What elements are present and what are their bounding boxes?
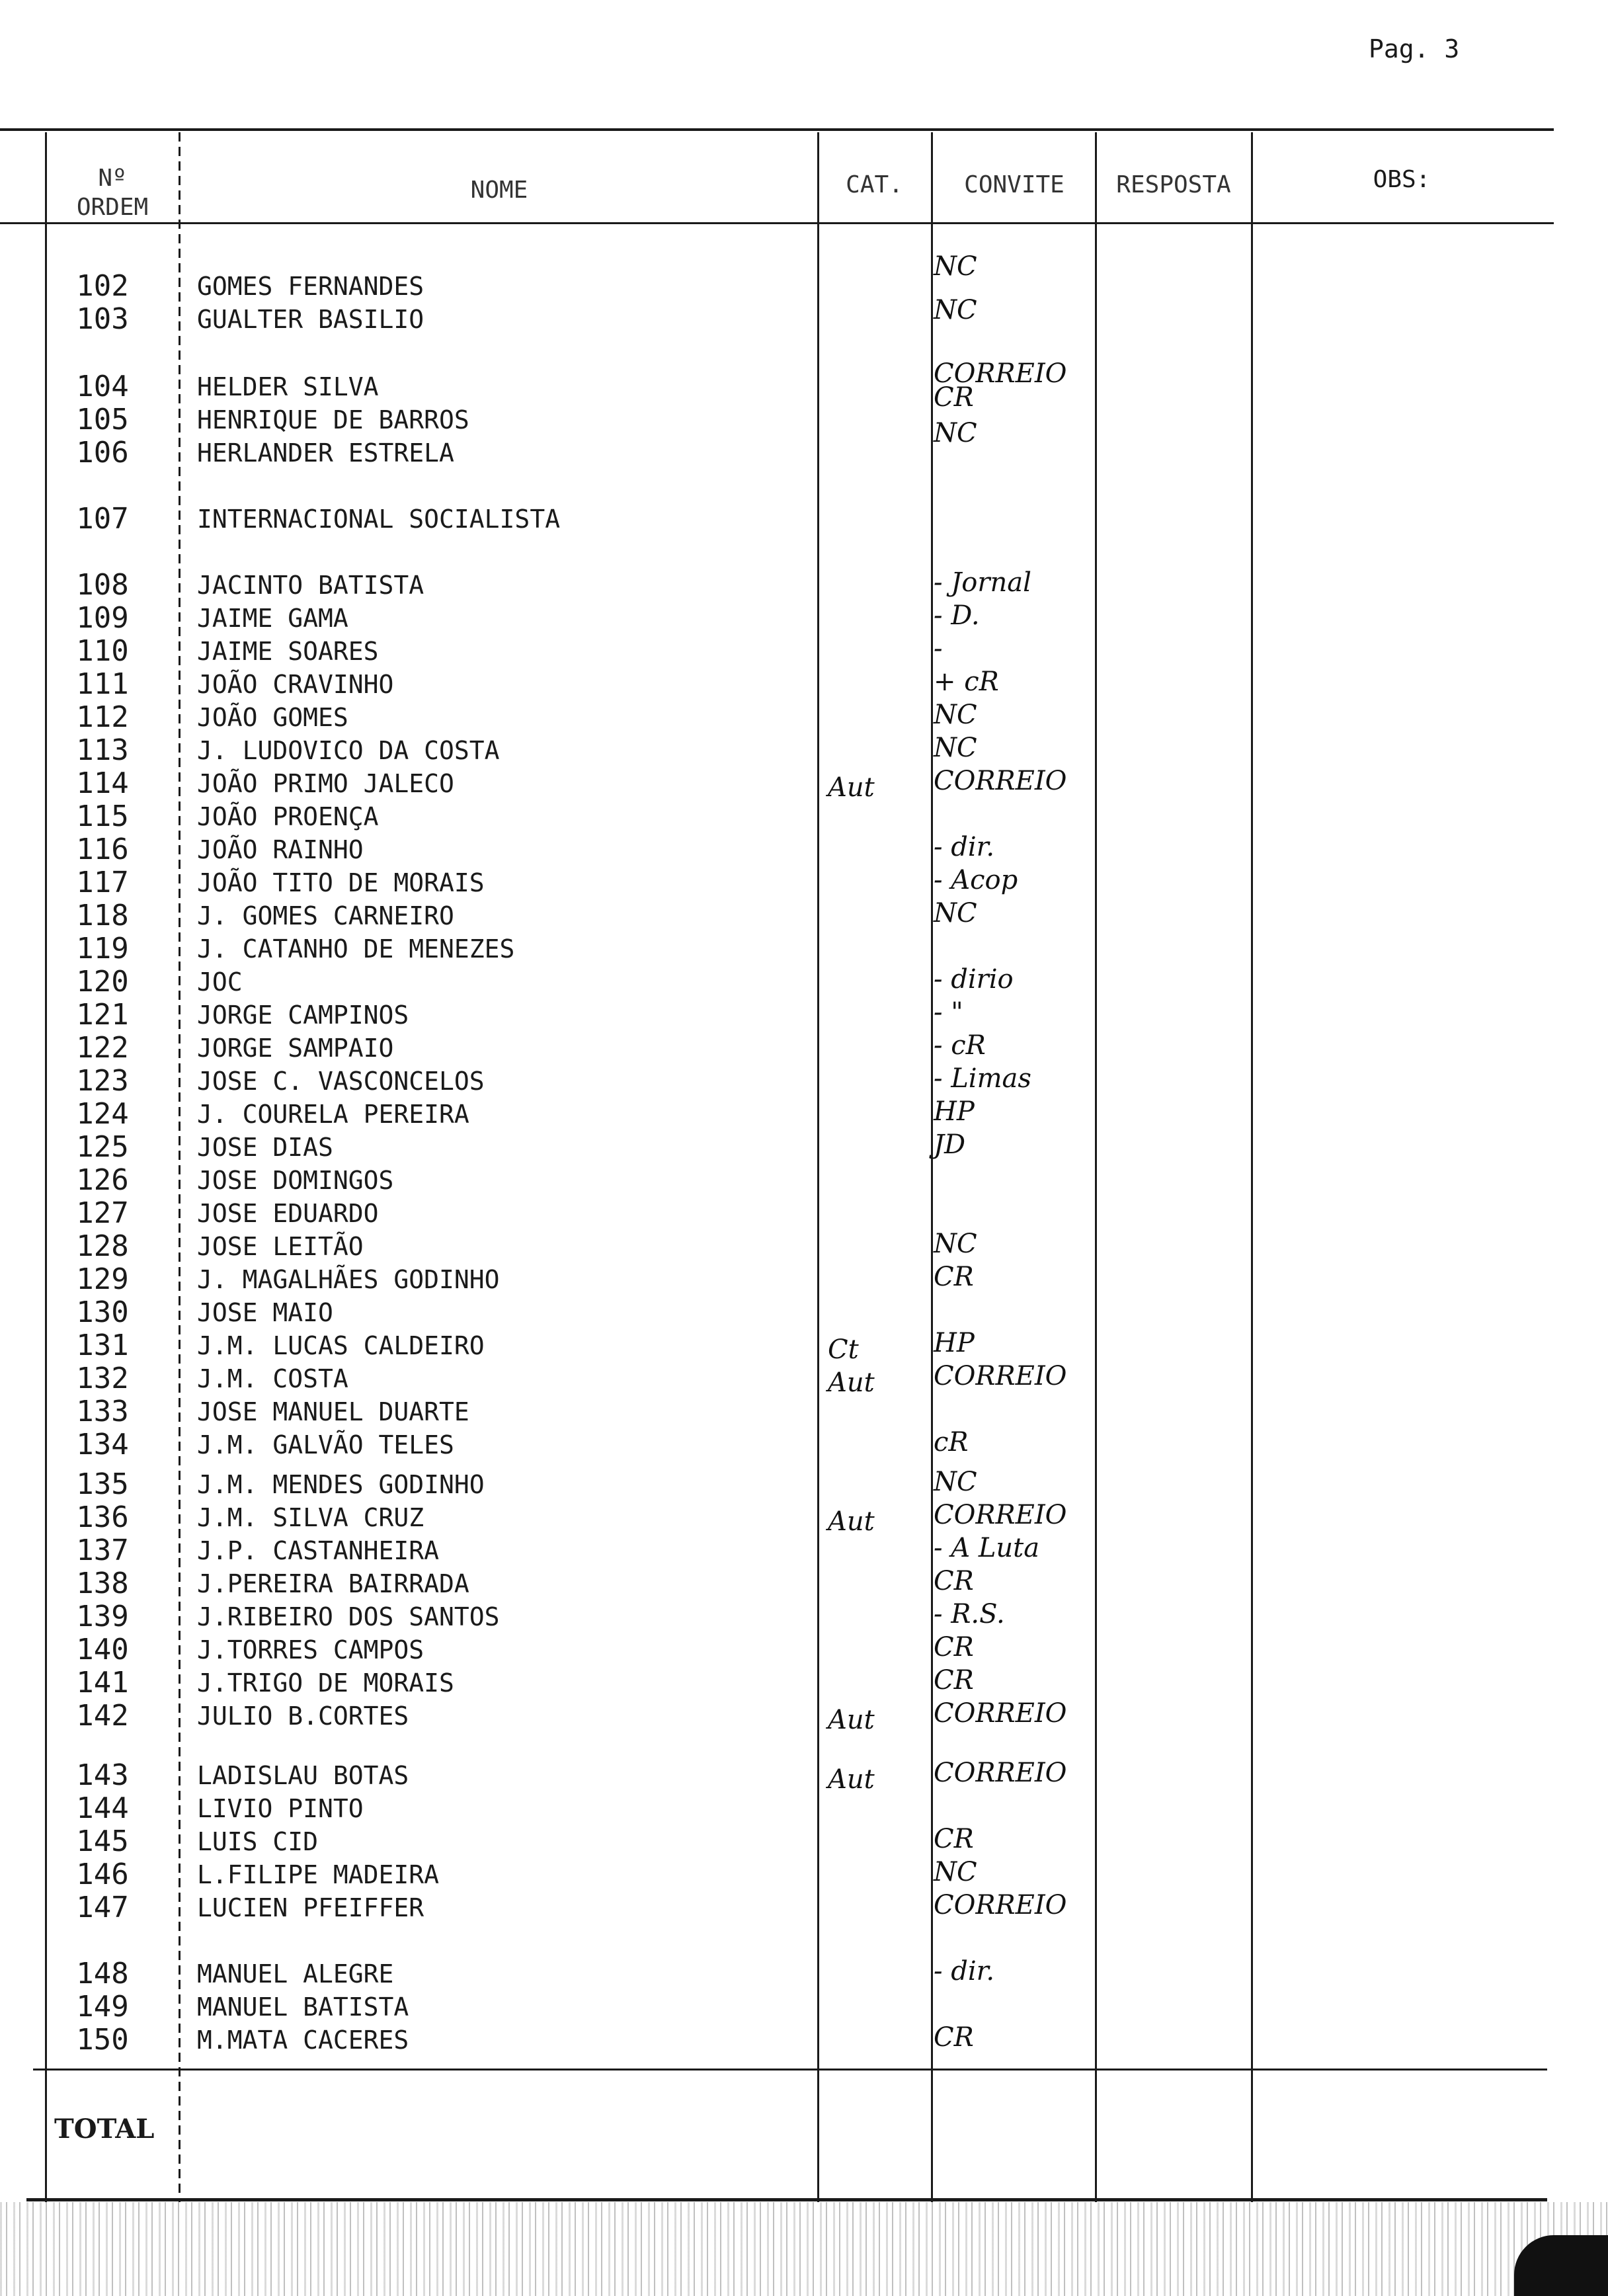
invite-note: - R.S. bbox=[934, 1599, 1005, 1629]
entry-name: HELDER SILVA bbox=[197, 372, 379, 401]
invite-note: - D. bbox=[934, 600, 980, 631]
entry-name: J. MAGALHÃES GODINHO bbox=[197, 1265, 500, 1294]
table-row bbox=[0, 503, 1608, 536]
entry-name: J.M. GALVÃO TELES bbox=[197, 1430, 454, 1459]
entry-name: JOÃO RAINHO bbox=[197, 835, 364, 864]
order-number: 129 bbox=[76, 1262, 129, 1296]
table-row bbox=[0, 1065, 1608, 1098]
table-row bbox=[0, 1032, 1608, 1065]
order-number: 105 bbox=[76, 403, 129, 436]
invite-note: - Limas bbox=[934, 1063, 1031, 1094]
entry-name: LUIS CID bbox=[197, 1827, 319, 1856]
invite-note: - Acop bbox=[934, 865, 1018, 895]
invite-note: JD bbox=[934, 1129, 966, 1160]
invite-note: CR bbox=[934, 382, 974, 413]
order-number: 121 bbox=[76, 998, 129, 1032]
header-ordem: Nº ORDEM bbox=[76, 165, 149, 221]
invite-note: NC bbox=[934, 1857, 977, 1887]
table-row bbox=[0, 602, 1608, 635]
order-number: 110 bbox=[76, 634, 129, 668]
table-row bbox=[0, 569, 1608, 602]
entry-name: J.RIBEIRO DOS SANTOS bbox=[197, 1602, 500, 1631]
table-row bbox=[0, 701, 1608, 734]
order-number: 146 bbox=[76, 1858, 129, 1891]
order-number: 120 bbox=[76, 965, 129, 999]
entry-name: MANUEL ALEGRE bbox=[197, 1959, 394, 1988]
invite-note: NC bbox=[934, 1467, 977, 1497]
table-row bbox=[0, 1296, 1608, 1329]
category-note: Aut bbox=[828, 1506, 875, 1537]
table-row bbox=[0, 1600, 1608, 1633]
order-number: 125 bbox=[76, 1130, 129, 1164]
category-note: Ct bbox=[828, 1334, 859, 1365]
table-row bbox=[0, 1328, 1608, 1365]
order-number: 115 bbox=[76, 800, 129, 833]
table-row bbox=[0, 358, 1608, 403]
invite-note: CR bbox=[934, 2022, 974, 2053]
order-number: 113 bbox=[76, 733, 129, 767]
entry-name: HERLANDER ESTRELA bbox=[197, 438, 454, 468]
table-row bbox=[0, 1792, 1608, 1825]
table-row bbox=[0, 1534, 1608, 1567]
table-row bbox=[0, 1567, 1608, 1600]
invite-note: CORREIO bbox=[934, 1698, 1067, 1729]
invite-note: - dirio bbox=[934, 964, 1014, 995]
invite-note: HP bbox=[934, 1096, 975, 1127]
table-row bbox=[0, 1468, 1608, 1501]
entry-name: J.TORRES CAMPOS bbox=[197, 1635, 424, 1664]
table-row bbox=[0, 1758, 1608, 1795]
invite-note: CORREIO bbox=[934, 766, 1067, 796]
order-number: 107 bbox=[76, 502, 129, 536]
order-number: 148 bbox=[76, 1957, 129, 1990]
order-number: 132 bbox=[76, 1362, 129, 1395]
order-number: 134 bbox=[76, 1428, 129, 1461]
order-number: 112 bbox=[76, 700, 129, 734]
order-number: 137 bbox=[76, 1534, 129, 1567]
entry-name: J.P. CASTANHEIRA bbox=[197, 1536, 440, 1565]
table-row bbox=[0, 1230, 1608, 1263]
table-row bbox=[0, 1131, 1608, 1164]
table-row bbox=[0, 1197, 1608, 1230]
invite-note: - A Luta bbox=[934, 1533, 1040, 1563]
order-number: 106 bbox=[76, 436, 129, 470]
category-note: Aut bbox=[828, 772, 875, 803]
order-number: 123 bbox=[76, 1064, 129, 1098]
entry-name: JACINTO BATISTA bbox=[197, 571, 424, 600]
entry-name: LIVIO PINTO bbox=[197, 1794, 364, 1823]
invite-note: NC bbox=[934, 1229, 977, 1259]
order-number: 114 bbox=[76, 766, 129, 800]
invite-note: CR bbox=[934, 1566, 974, 1596]
table-row bbox=[0, 1263, 1608, 1296]
order-number: 119 bbox=[76, 932, 129, 965]
order-number: 138 bbox=[76, 1567, 129, 1600]
invite-note: - cR bbox=[934, 1030, 986, 1061]
order-number: 127 bbox=[76, 1196, 129, 1230]
invite-note: CORREIO bbox=[934, 1758, 1067, 1788]
scan-noise bbox=[0, 2202, 1608, 2296]
table-row bbox=[0, 1164, 1608, 1197]
entry-name: JOÃO GOMES bbox=[197, 703, 348, 732]
entry-name: LUCIEN PFEIFFER bbox=[197, 1893, 424, 1922]
header-cat: CAT. bbox=[846, 171, 903, 198]
invite-note: NC bbox=[934, 251, 977, 282]
entry-name: JORGE SAMPAIO bbox=[197, 1034, 394, 1063]
invite-note: CR bbox=[934, 1632, 974, 1662]
invite-note: cR bbox=[934, 1427, 969, 1457]
entry-name: J.M. LUCAS CALDEIRO bbox=[197, 1331, 485, 1360]
invite-note: - dir. bbox=[934, 1956, 995, 1987]
table-row bbox=[0, 1361, 1608, 1398]
table-row bbox=[0, 1858, 1608, 1891]
entry-name: JOSE DOMINGOS bbox=[197, 1166, 394, 1195]
table-row bbox=[0, 1666, 1608, 1700]
table-row bbox=[0, 833, 1608, 866]
order-number: 142 bbox=[76, 1699, 129, 1733]
entry-name: JOSE DIAS bbox=[197, 1133, 333, 1162]
entry-name: M.MATA CACERES bbox=[197, 2026, 409, 2055]
table-row bbox=[0, 965, 1608, 999]
entry-name: JORGE CAMPINOS bbox=[197, 1001, 409, 1030]
order-number: 116 bbox=[76, 833, 129, 866]
top-rule bbox=[0, 128, 1554, 131]
entry-name: L.FILIPE MADEIRA bbox=[197, 1860, 440, 1889]
entry-name: GUALTER BASILIO bbox=[197, 305, 424, 334]
entry-name: JOÃO TITO DE MORAIS bbox=[197, 868, 485, 897]
order-number: 143 bbox=[76, 1758, 129, 1792]
entry-name: JOSE MAIO bbox=[197, 1298, 333, 1327]
page-number: Pag. 3 bbox=[1369, 34, 1460, 63]
entry-name: GOMES FERNANDES bbox=[197, 272, 424, 301]
category-note: Aut bbox=[828, 1705, 875, 1735]
entry-name: LADISLAU BOTAS bbox=[197, 1761, 409, 1790]
order-number: 130 bbox=[76, 1295, 129, 1329]
bottom-rule bbox=[26, 2198, 1547, 2201]
table-row bbox=[0, 734, 1608, 767]
order-number: 131 bbox=[76, 1329, 129, 1362]
scan-blot bbox=[1514, 2235, 1608, 2296]
table-row bbox=[0, 1500, 1608, 1537]
table-row bbox=[0, 999, 1608, 1032]
invite-note: HP bbox=[934, 1328, 975, 1358]
header-obs: OBS: bbox=[1373, 166, 1431, 193]
order-number: 124 bbox=[76, 1097, 129, 1131]
entry-name: JOÃO CRAVINHO bbox=[197, 670, 394, 699]
order-number: 117 bbox=[76, 866, 129, 899]
category-note: Aut bbox=[828, 1368, 875, 1398]
footer-rule bbox=[33, 2069, 1547, 2070]
table-row bbox=[0, 1098, 1608, 1131]
entry-name: J.TRIGO DE MORAIS bbox=[197, 1668, 454, 1698]
order-number: 136 bbox=[76, 1500, 129, 1534]
invite-note: CR bbox=[934, 1665, 974, 1696]
order-number: 102 bbox=[76, 269, 129, 303]
table-row bbox=[0, 932, 1608, 965]
entry-name: J. GOMES CARNEIRO bbox=[197, 901, 454, 930]
invite-note: - Jornal bbox=[934, 567, 1031, 598]
order-number: 149 bbox=[76, 1990, 129, 2024]
invite-note: NC bbox=[934, 418, 977, 448]
order-number: 140 bbox=[76, 1633, 129, 1666]
table-row bbox=[0, 635, 1608, 668]
order-number: 122 bbox=[76, 1031, 129, 1065]
entry-name: JOSE MANUEL DUARTE bbox=[197, 1397, 469, 1426]
order-number: 141 bbox=[76, 1666, 129, 1700]
table-row bbox=[0, 1633, 1608, 1666]
entry-name: HENRIQUE DE BARROS bbox=[197, 405, 469, 434]
table-row bbox=[0, 1395, 1608, 1428]
entry-name: J.M. MENDES GODINHO bbox=[197, 1470, 485, 1499]
order-number: 145 bbox=[76, 1824, 129, 1858]
invite-note: - bbox=[934, 634, 943, 664]
header-rule bbox=[0, 222, 1554, 224]
invite-note: CR bbox=[934, 1262, 974, 1292]
order-number: 118 bbox=[76, 899, 129, 932]
invite-note: NC bbox=[934, 295, 977, 325]
table-row bbox=[0, 1700, 1608, 1733]
invite-note: - dir. bbox=[934, 832, 995, 862]
entry-name: JOC bbox=[197, 967, 243, 997]
invite-note: CORREIO bbox=[934, 1890, 1067, 1920]
table-row bbox=[0, 251, 1608, 303]
order-number: 126 bbox=[76, 1163, 129, 1197]
invite-note: CORREIO bbox=[934, 358, 1067, 389]
entry-name: JOÃO PROENÇA bbox=[197, 802, 379, 831]
invite-note: CORREIO bbox=[934, 1361, 1067, 1391]
invite-note: + cR bbox=[934, 667, 999, 697]
table-row bbox=[0, 1891, 1608, 1924]
order-number: 103 bbox=[76, 302, 129, 336]
entry-name: JOSE EDUARDO bbox=[197, 1199, 379, 1228]
category-note: Aut bbox=[828, 1764, 875, 1795]
order-number: 109 bbox=[76, 601, 129, 635]
entry-name: JOSE C. VASCONCELOS bbox=[197, 1067, 485, 1096]
order-number: 150 bbox=[76, 2023, 129, 2057]
entry-name: J. LUDOVICO DA COSTA bbox=[197, 736, 500, 765]
order-number: 144 bbox=[76, 1791, 129, 1825]
entry-name: J. CATANHO DE MENEZES bbox=[197, 934, 515, 964]
entry-name: MANUEL BATISTA bbox=[197, 1992, 409, 2022]
entry-name: JAIME SOARES bbox=[197, 637, 379, 666]
invite-note: NC bbox=[934, 733, 977, 763]
table-row bbox=[0, 866, 1608, 899]
invite-note: NC bbox=[934, 898, 977, 928]
order-number: 135 bbox=[76, 1467, 129, 1501]
table-row bbox=[0, 899, 1608, 932]
entry-name: J.M. SILVA CRUZ bbox=[197, 1503, 424, 1532]
table-row bbox=[0, 1990, 1608, 2024]
invite-note: - " bbox=[934, 997, 963, 1028]
table-row bbox=[0, 2024, 1608, 2057]
invite-note: CR bbox=[934, 1824, 974, 1854]
table-row bbox=[0, 1428, 1608, 1461]
entry-name: JOÃO PRIMO JALECO bbox=[197, 769, 454, 798]
table-row bbox=[0, 668, 1608, 701]
order-number: 139 bbox=[76, 1600, 129, 1633]
invite-note: CORREIO bbox=[934, 1500, 1067, 1530]
invite-note: NC bbox=[934, 700, 977, 730]
table-row bbox=[0, 1825, 1608, 1858]
table-row bbox=[0, 295, 1608, 336]
order-number: 108 bbox=[76, 568, 129, 602]
header-nome: NOME bbox=[470, 177, 528, 204]
order-number: 104 bbox=[76, 370, 129, 403]
order-number: 147 bbox=[76, 1891, 129, 1924]
header-resposta: RESPOSTA bbox=[1116, 171, 1231, 198]
order-number: 133 bbox=[76, 1395, 129, 1428]
entry-name: JOSE LEITÃO bbox=[197, 1232, 364, 1261]
table-row bbox=[0, 766, 1608, 803]
entry-name: JAIME GAMA bbox=[197, 604, 348, 633]
order-number: 128 bbox=[76, 1229, 129, 1263]
entry-name: J.M. COSTA bbox=[197, 1364, 348, 1393]
table-row bbox=[0, 800, 1608, 833]
entry-name: JULIO B.CORTES bbox=[197, 1702, 409, 1731]
entry-name: J.PEREIRA BAIRRADA bbox=[197, 1569, 469, 1598]
total-label: TOTAL bbox=[54, 2113, 155, 2145]
table-row bbox=[0, 1957, 1608, 1990]
header-convite: CONVITE bbox=[964, 171, 1065, 198]
entry-name: J. COURELA PEREIRA bbox=[197, 1100, 469, 1129]
order-number: 111 bbox=[76, 667, 129, 701]
entry-name: INTERNACIONAL SOCIALISTA bbox=[197, 505, 561, 534]
